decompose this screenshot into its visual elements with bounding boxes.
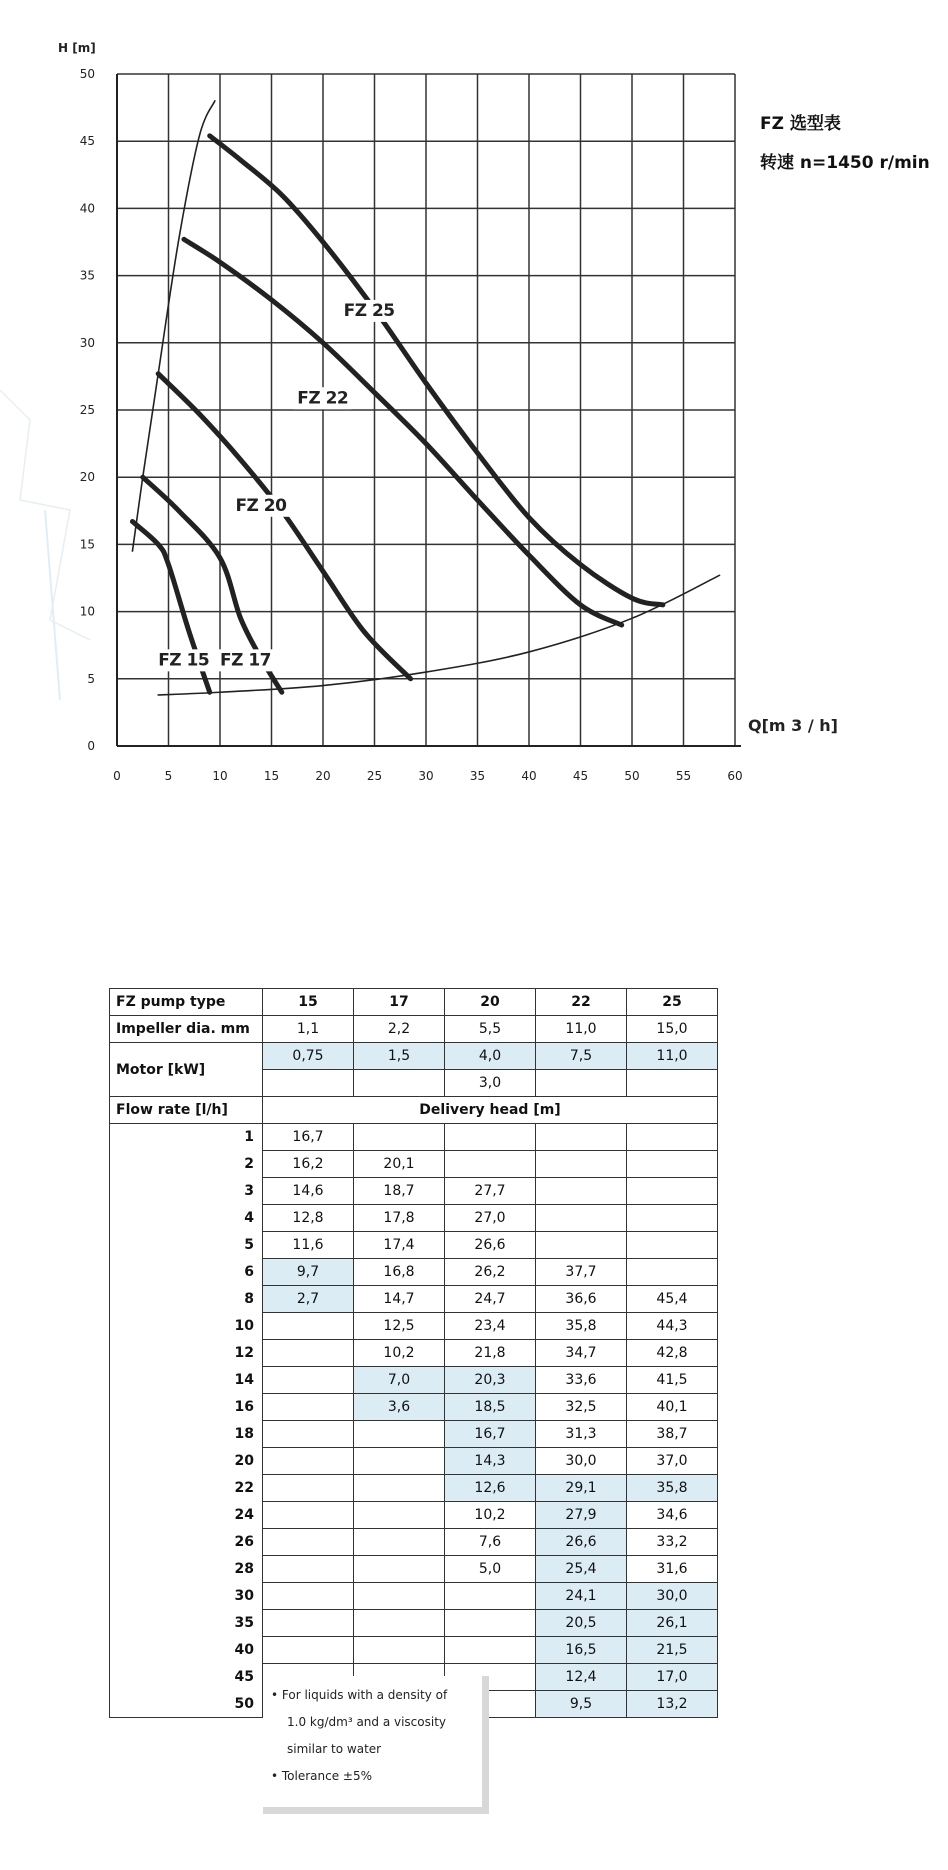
flow-rate-value: 4 <box>110 1205 263 1232</box>
delivery-head-value <box>354 1502 445 1529</box>
flow-rate-value: 1 <box>110 1124 263 1151</box>
curve-label: FZ 20 <box>235 495 287 516</box>
delivery-head-value <box>627 1178 718 1205</box>
flow-rate-value: 24 <box>110 1502 263 1529</box>
table-row <box>110 1340 718 1367</box>
delivery-head-value: 12,5 <box>354 1313 445 1340</box>
flow-rate-value: 5 <box>110 1232 263 1259</box>
table-row <box>110 1367 718 1394</box>
delivery-head-value: 35,8 <box>536 1313 627 1340</box>
impeller-value: 5,5 <box>445 1016 536 1043</box>
delivery-head-value: 41,5 <box>627 1367 718 1394</box>
delivery-head-value <box>354 1475 445 1502</box>
delivery-head-value: 13,2 <box>627 1691 718 1718</box>
delivery-head-value <box>354 1583 445 1610</box>
delivery-head-value <box>354 1124 445 1151</box>
x-tick-label: 45 <box>572 769 589 783</box>
x-axis-label: Q[m 3 / h] <box>748 716 838 735</box>
delivery-head-value: 27,0 <box>445 1205 536 1232</box>
delivery-head-value <box>263 1583 354 1610</box>
delivery-head-value: 14,6 <box>263 1178 354 1205</box>
delivery-head-value: 26,6 <box>445 1232 536 1259</box>
flow-rate-value: 22 <box>110 1475 263 1502</box>
delivery-head-value: 45,4 <box>627 1286 718 1313</box>
delivery-head-value: 30,0 <box>627 1583 718 1610</box>
note-line: 1.0 kg/dm³ and a viscosity <box>287 1715 447 1729</box>
impeller-value: 1,1 <box>263 1016 354 1043</box>
delivery-head-value <box>263 1556 354 1583</box>
motor-value: 0,75 <box>263 1043 354 1070</box>
table-row <box>110 1151 718 1178</box>
note-line: • Tolerance ±5% <box>271 1769 373 1783</box>
curve-label: FZ 25 <box>343 300 395 321</box>
delivery-head-value <box>263 1610 354 1637</box>
delivery-head-value: 20,5 <box>536 1610 627 1637</box>
delivery-head-value <box>445 1124 536 1151</box>
delivery-head-value: 31,3 <box>536 1421 627 1448</box>
delivery-head-value: 16,7 <box>263 1124 354 1151</box>
delivery-head-value: 23,4 <box>445 1313 536 1340</box>
flow-rate-value: 30 <box>110 1583 263 1610</box>
delivery-head-value: 25,4 <box>536 1556 627 1583</box>
delivery-head-value: 20,3 <box>445 1367 536 1394</box>
x-tick-label: 50 <box>624 769 640 783</box>
motor-value: 7,5 <box>536 1043 627 1070</box>
pump-type-header: 17 <box>354 989 445 1016</box>
delivery-head-value: 44,3 <box>627 1313 718 1340</box>
table-row <box>110 1637 718 1664</box>
x-tick-label: 30 <box>418 769 434 783</box>
y-tick-label: 0 <box>87 739 95 753</box>
impeller-value: 15,0 <box>627 1016 718 1043</box>
flow-rate-value: 10 <box>110 1313 263 1340</box>
delivery-head-value <box>263 1394 354 1421</box>
pump-selection-table <box>109 988 718 1718</box>
flow-rate-label: Flow rate [l/h] <box>110 1097 263 1124</box>
table-row <box>110 1610 718 1637</box>
delivery-head-value: 20,1 <box>354 1151 445 1178</box>
delivery-head-value: 7,0 <box>354 1367 445 1394</box>
flow-rate-value: 6 <box>110 1259 263 1286</box>
chart-side-title: FZ 选型表 <box>760 114 841 134</box>
system-curve-line <box>158 575 719 695</box>
delivery-head-value <box>627 1205 718 1232</box>
table-row <box>110 1556 718 1583</box>
y-tick-label: 10 <box>79 604 95 619</box>
flow-rate-value: 45 <box>110 1664 263 1691</box>
flow-rate-value: 20 <box>110 1448 263 1475</box>
flow-rate-value: 16 <box>110 1394 263 1421</box>
delivery-head-value: 18,7 <box>354 1178 445 1205</box>
delivery-head-value: 36,6 <box>536 1286 627 1313</box>
y-tick-label: 30 <box>79 335 95 350</box>
motor-value <box>354 1070 445 1097</box>
flow-rate-value: 12 <box>110 1340 263 1367</box>
flow-rate-value: 2 <box>110 1151 263 1178</box>
x-tick-label: 10 <box>212 769 228 783</box>
delivery-head-value <box>354 1637 445 1664</box>
delivery-head-value: 5,0 <box>445 1556 536 1583</box>
delivery-head-value: 11,6 <box>263 1232 354 1259</box>
flow-rate-value: 18 <box>110 1421 263 1448</box>
y-tick-label: 45 <box>79 134 95 149</box>
delivery-head-value <box>263 1313 354 1340</box>
delivery-head-value: 26,6 <box>536 1529 627 1556</box>
pump-type-header: 22 <box>536 989 627 1016</box>
delivery-head-value: 16,2 <box>263 1151 354 1178</box>
delivery-head-value: 10,2 <box>445 1502 536 1529</box>
x-tick-label: 0 <box>113 769 121 783</box>
y-tick-label: 15 <box>79 537 95 552</box>
delivery-head-value: 35,8 <box>627 1475 718 1502</box>
delivery-head-label: Delivery head [m] <box>263 1097 718 1124</box>
table-row <box>110 1313 718 1340</box>
delivery-head-value <box>536 1124 627 1151</box>
delivery-head-value: 29,1 <box>536 1475 627 1502</box>
table-row <box>110 1529 718 1556</box>
delivery-head-value <box>354 1421 445 1448</box>
flow-rate-value: 28 <box>110 1556 263 1583</box>
y-tick-label: 40 <box>79 201 95 216</box>
pump-curve-fz22 <box>184 239 622 625</box>
delivery-head-value <box>445 1610 536 1637</box>
delivery-head-value: 16,7 <box>445 1421 536 1448</box>
delivery-head-value: 33,2 <box>627 1529 718 1556</box>
delivery-head-value: 32,5 <box>536 1394 627 1421</box>
delivery-head-value: 12,6 <box>445 1475 536 1502</box>
delivery-head-value <box>445 1583 536 1610</box>
delivery-head-value: 17,0 <box>627 1664 718 1691</box>
delivery-head-value: 31,6 <box>627 1556 718 1583</box>
y-tick-label: 20 <box>79 470 95 485</box>
impeller-label: Impeller dia. mm <box>110 1016 263 1043</box>
note-line: similar to water <box>287 1742 382 1756</box>
flow-rate-value: 35 <box>110 1610 263 1637</box>
table-row <box>110 1232 718 1259</box>
curve-label: FZ 22 <box>297 388 349 409</box>
delivery-head-value: 34,7 <box>536 1340 627 1367</box>
delivery-head-value: 2,7 <box>263 1286 354 1313</box>
delivery-head-value <box>354 1610 445 1637</box>
y-tick-label: 50 <box>79 67 95 81</box>
delivery-head-value: 21,5 <box>627 1637 718 1664</box>
delivery-head-value <box>627 1151 718 1178</box>
table-row <box>110 1421 718 1448</box>
delivery-head-value <box>263 1340 354 1367</box>
flow-rate-value: 50 <box>110 1691 263 1718</box>
table-row <box>110 1394 718 1421</box>
delivery-head-value <box>627 1232 718 1259</box>
delivery-head-value: 26,1 <box>627 1610 718 1637</box>
impeller-value: 11,0 <box>536 1016 627 1043</box>
table-row <box>110 1448 718 1475</box>
delivery-head-value: 10,2 <box>354 1340 445 1367</box>
delivery-head-value: 24,1 <box>536 1583 627 1610</box>
flow-rate-value: 3 <box>110 1178 263 1205</box>
delivery-head-value <box>263 1502 354 1529</box>
delivery-head-value <box>354 1448 445 1475</box>
delivery-head-value <box>354 1556 445 1583</box>
delivery-head-value: 27,9 <box>536 1502 627 1529</box>
delivery-head-value: 30,0 <box>536 1448 627 1475</box>
table-row <box>110 1286 718 1313</box>
x-tick-label: 25 <box>366 769 383 783</box>
table-row <box>110 1502 718 1529</box>
delivery-head-value: 16,8 <box>354 1259 445 1286</box>
motor-value: 4,0 <box>445 1043 536 1070</box>
delivery-head-value: 12,4 <box>536 1664 627 1691</box>
delivery-head-value: 7,6 <box>445 1529 536 1556</box>
table-row <box>110 1583 718 1610</box>
delivery-head-value: 37,7 <box>536 1259 627 1286</box>
delivery-head-value <box>536 1205 627 1232</box>
delivery-head-value: 34,6 <box>627 1502 718 1529</box>
delivery-head-value: 21,8 <box>445 1340 536 1367</box>
delivery-head-value <box>263 1637 354 1664</box>
delivery-head-value: 17,4 <box>354 1232 445 1259</box>
y-tick-label: 25 <box>79 403 95 417</box>
delivery-head-value: 27,7 <box>445 1178 536 1205</box>
table-row <box>110 1259 718 1286</box>
chart-side-subtitle: 转速 n=1450 r/min <box>760 153 930 173</box>
motor-value <box>263 1070 354 1097</box>
flow-header-row <box>110 1097 718 1124</box>
x-tick-label: 5 <box>164 769 173 783</box>
delivery-head-value: 33,6 <box>536 1367 627 1394</box>
impeller-row <box>110 1016 718 1043</box>
delivery-head-value: 38,7 <box>627 1421 718 1448</box>
note-line: • For liquids with a density of <box>271 1688 448 1702</box>
curve-label: FZ 17 <box>220 650 272 671</box>
table-row <box>110 1205 718 1232</box>
delivery-head-value <box>627 1259 718 1286</box>
delivery-head-value: 40,1 <box>627 1394 718 1421</box>
table-note <box>263 1676 489 1814</box>
impeller-value: 2,2 <box>354 1016 445 1043</box>
delivery-head-value: 9,5 <box>536 1691 627 1718</box>
delivery-head-value: 17,8 <box>354 1205 445 1232</box>
delivery-head-value: 9,7 <box>263 1259 354 1286</box>
delivery-head-value <box>536 1232 627 1259</box>
pump-curve-fz25 <box>210 136 663 605</box>
motor-value <box>536 1070 627 1097</box>
flow-rate-value: 8 <box>110 1286 263 1313</box>
delivery-head-value: 14,7 <box>354 1286 445 1313</box>
x-tick-label: 20 <box>315 769 331 783</box>
motor-value <box>627 1070 718 1097</box>
delivery-head-value: 16,5 <box>536 1637 627 1664</box>
pump-type-header: 25 <box>627 989 718 1016</box>
flow-rate-value: 26 <box>110 1529 263 1556</box>
curve-label: FZ 15 <box>158 650 210 671</box>
delivery-head-value <box>536 1151 627 1178</box>
delivery-head-value <box>263 1475 354 1502</box>
motor-value: 3,0 <box>445 1070 536 1097</box>
x-tick-label: 35 <box>469 769 486 783</box>
max-impeller-line <box>132 101 214 551</box>
header-row <box>110 989 718 1016</box>
delivery-head-value <box>627 1124 718 1151</box>
delivery-head-value <box>445 1151 536 1178</box>
table-row <box>110 1124 718 1151</box>
delivery-head-value: 3,6 <box>354 1394 445 1421</box>
flow-rate-value: 40 <box>110 1637 263 1664</box>
x-tick-label: 55 <box>675 769 692 783</box>
delivery-head-value: 24,7 <box>445 1286 536 1313</box>
pump-type-header: 15 <box>263 989 354 1016</box>
delivery-head-value: 12,8 <box>263 1205 354 1232</box>
delivery-head-value: 14,3 <box>445 1448 536 1475</box>
motor-label: Motor [kW] <box>110 1043 263 1097</box>
delivery-head-value: 37,0 <box>627 1448 718 1475</box>
delivery-head-value: 26,2 <box>445 1259 536 1286</box>
table-row <box>110 1475 718 1502</box>
y-tick-label: 5 <box>87 671 95 686</box>
delivery-head-value <box>445 1637 536 1664</box>
motor-value: 11,0 <box>627 1043 718 1070</box>
delivery-head-value <box>263 1367 354 1394</box>
y-tick-label: 35 <box>79 268 95 283</box>
delivery-head-value <box>263 1421 354 1448</box>
x-tick-label: 15 <box>263 769 280 783</box>
delivery-head-value: 42,8 <box>627 1340 718 1367</box>
motor-value: 1,5 <box>354 1043 445 1070</box>
y-axis-label: H [m] <box>58 41 96 55</box>
delivery-head-value <box>263 1448 354 1475</box>
delivery-head-value <box>354 1529 445 1556</box>
flow-rate-value: 14 <box>110 1367 263 1394</box>
table-row <box>110 1178 718 1205</box>
x-tick-label: 40 <box>521 769 537 783</box>
delivery-head-value: 18,5 <box>445 1394 536 1421</box>
delivery-head-value <box>536 1178 627 1205</box>
x-tick-label: 60 <box>727 769 743 783</box>
pump-type-label: FZ pump type <box>110 989 263 1016</box>
pump-type-header: 20 <box>445 989 536 1016</box>
delivery-head-value <box>263 1529 354 1556</box>
motor-row <box>110 1043 718 1070</box>
pump-selection-table-wrap <box>109 988 718 1783</box>
